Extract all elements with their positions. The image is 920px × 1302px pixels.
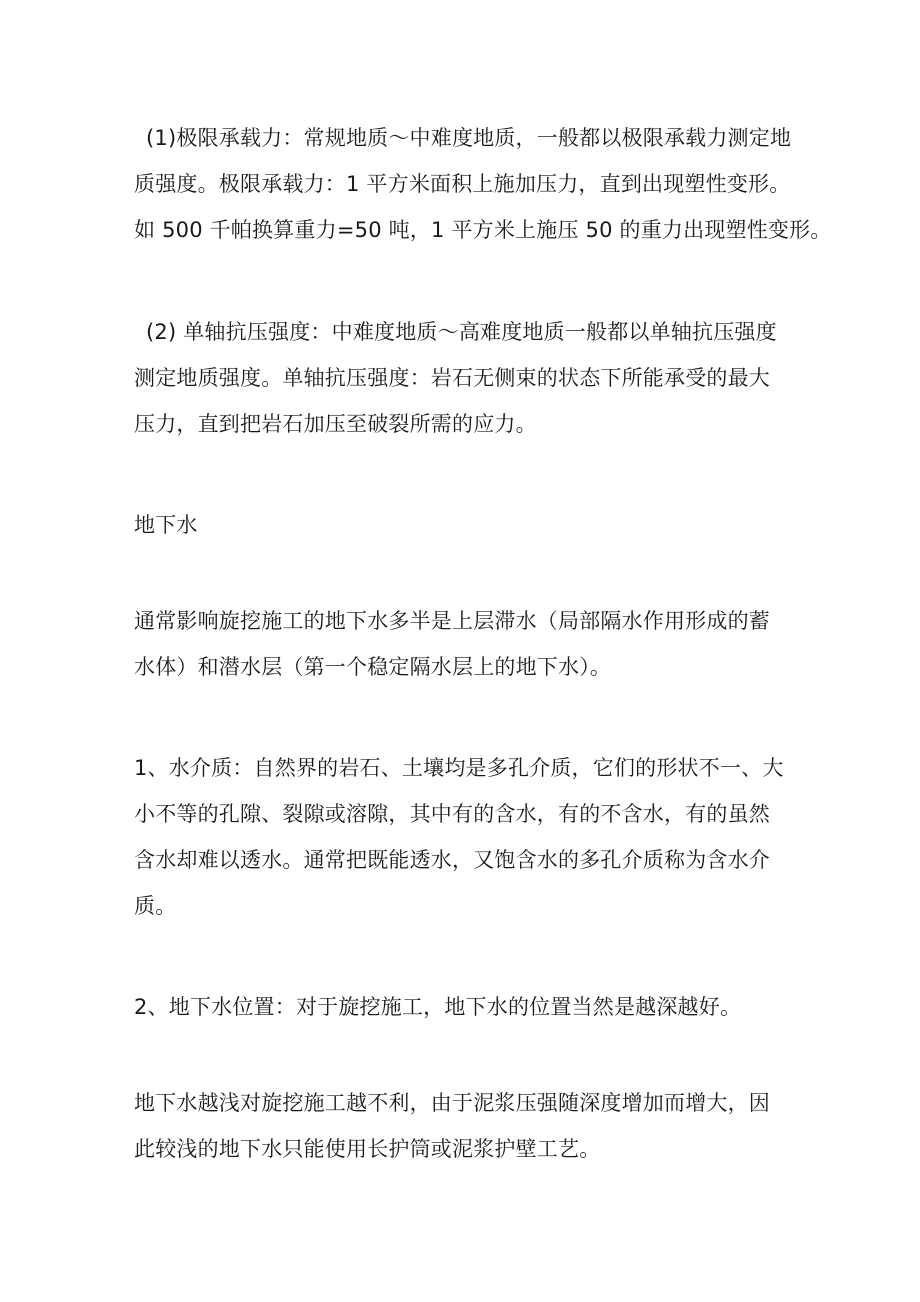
text-line: 1、水介质：自然界的岩石、土壤均是多孔介质，它们的形状不一、大 bbox=[134, 756, 784, 780]
paragraph-groundwater-intro bbox=[134, 598, 824, 690]
text-line: 小不等的孔隙、裂隙或溶隙，其中有的含水，有的不含水，有的虽然 bbox=[134, 802, 770, 826]
text-line: 2、地下水位置：对于旋挖施工，地下水的位置当然是越深越好。 bbox=[134, 995, 742, 1019]
text-line: 如 500 千帕换算重力=50 吨，1 平方米上施压 50 的重力出现塑性变形。 bbox=[134, 218, 832, 242]
paragraph-groundwater-position bbox=[134, 984, 824, 1030]
text-line: 质。 bbox=[134, 894, 177, 918]
text-line: 质强度。极限承载力：1 平方米面积上施加压力，直到出现塑性变形。 bbox=[134, 172, 791, 196]
text-line: 地下水越浅对旋挖施工越不利，由于泥浆压强随深度增加而增大，因 bbox=[134, 1091, 770, 1115]
paragraph-water-medium bbox=[134, 745, 824, 929]
text-line: (1)极限承载力：常规地质～中难度地质，一般都以极限承载力测定地 bbox=[146, 126, 792, 150]
paragraph-ultimate-bearing-capacity bbox=[134, 115, 836, 253]
paragraph-uniaxial-compressive-strength bbox=[134, 309, 836, 447]
text-line: 通常影响旋挖施工的地下水多半是上层滞水（局部隔水作用形成的蓄 bbox=[134, 609, 770, 633]
heading-groundwater bbox=[134, 502, 824, 548]
text-line: 此较浅的地下水只能使用长护筒或泥浆护壁工艺。 bbox=[134, 1137, 601, 1161]
section-heading: 地下水 bbox=[134, 513, 198, 537]
text-line: 压力，直到把岩石加压至破裂所需的应力。 bbox=[134, 412, 537, 436]
text-line: (2) 单轴抗压强度：中难度地质～高难度地质一般都以单轴抗压强度 bbox=[146, 320, 777, 344]
paragraph-shallow-groundwater bbox=[134, 1080, 824, 1172]
text-line: 水体）和潜水层（第一个稳定隔水层上的地下水）。 bbox=[134, 655, 612, 679]
text-line: 测定地质强度。单轴抗压强度：岩石无侧束的状态下所能承受的最大 bbox=[134, 366, 770, 390]
text-line: 含水却难以透水。通常把既能透水，又饱含水的多孔介质称为含水介 bbox=[134, 848, 770, 872]
